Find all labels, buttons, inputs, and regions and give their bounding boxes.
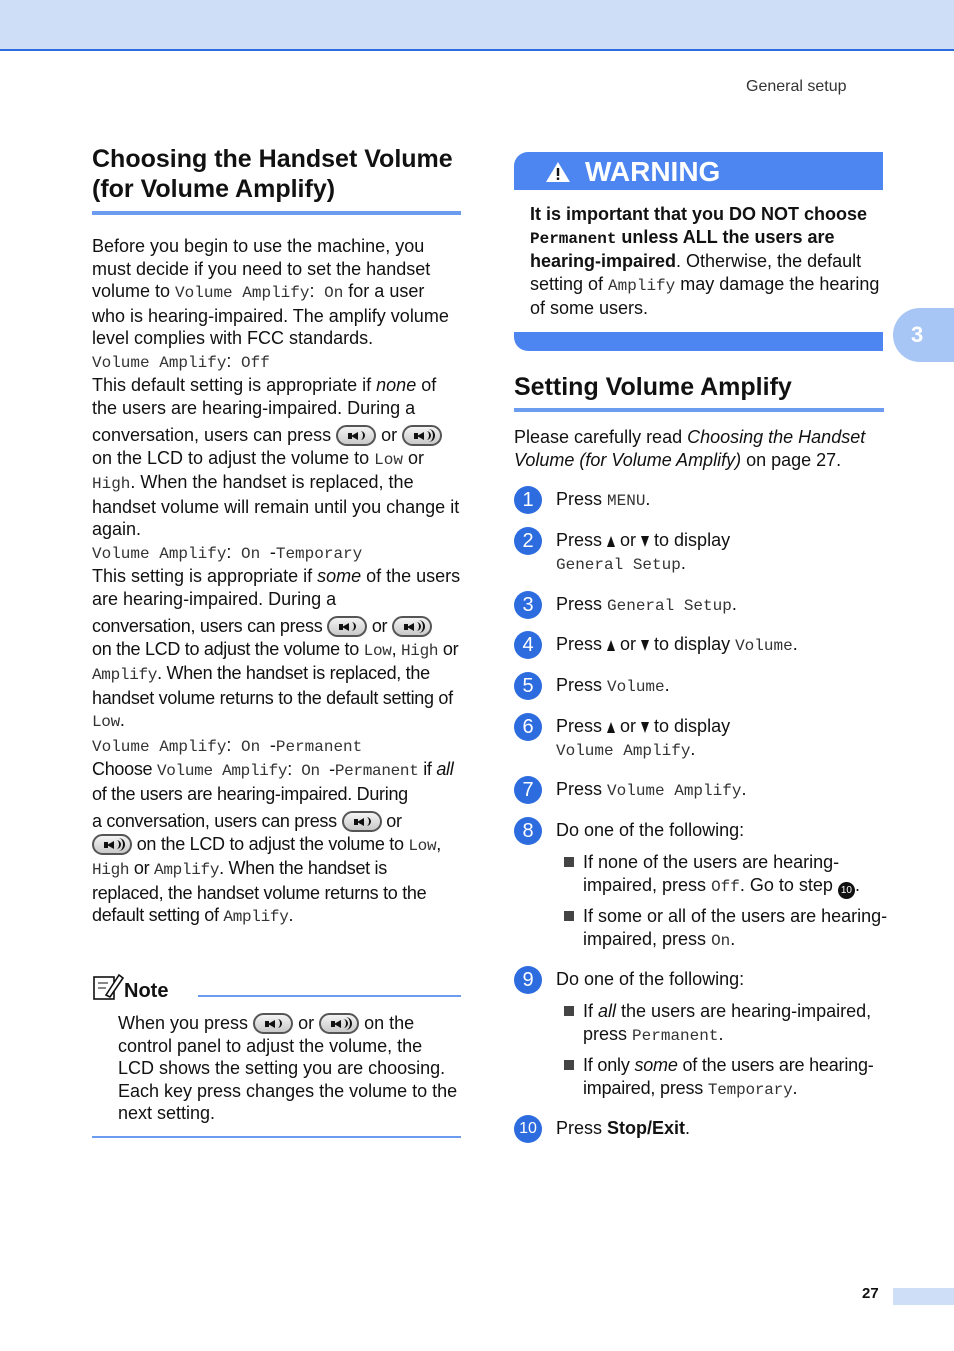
- step-8-option-some: If some or all of the users are hearing-impaired, press On.: [564, 905, 903, 952]
- step-text: Press Volume Amplify.: [556, 779, 747, 800]
- step-text: Press MENU.: [556, 489, 651, 510]
- step-number: 6: [514, 713, 542, 741]
- page-number-bar: [893, 1288, 954, 1305]
- volume-up-icon: [319, 1013, 359, 1034]
- warning-text: It is important that you DO NOT choose Permanent unless ALL the users are hearing-impaired. Otherwise, the default setting of Amplify may damage the hearing of some users.: [530, 204, 880, 318]
- step-number: 8: [514, 817, 542, 845]
- setting-temporary-volume-text: conversation, users can press or on the LCD to adjust the volume to Low, High or Amplify. When the handset is replaced, the handset volume returns to the default setting of Low.: [92, 616, 459, 731]
- volume-down-icon: [342, 811, 382, 832]
- left-column: [92, 144, 461, 929]
- volume-up-icon: [392, 616, 432, 637]
- volume-down-icon: [336, 425, 376, 446]
- section-title-choosing: Choosing the Handset Volume (for Volume Amplify): [92, 144, 461, 215]
- warning-title: WARNING: [585, 156, 721, 187]
- setting-off-heading: Volume Amplify: Off: [92, 350, 270, 372]
- chapter-tab: 3: [893, 308, 954, 362]
- step-8-option-none: If none of the users are hearing-impaired, press Off. Go to step 10 .: [564, 851, 903, 899]
- step-number: 1: [514, 486, 542, 514]
- note-heading: Note: [92, 973, 168, 1007]
- step-number: 4: [514, 631, 542, 659]
- step-number: 9: [514, 966, 542, 994]
- bullet-square-icon: [564, 857, 574, 867]
- volume-down-icon: [253, 1013, 293, 1034]
- page-number: 27: [862, 1285, 879, 1302]
- bullet-square-icon: [564, 1006, 574, 1016]
- note-divider: [198, 995, 461, 997]
- step-number: 3: [514, 591, 542, 619]
- note-bottom-rule: [92, 1136, 461, 1138]
- step-text: Press or to display Volume Amplify.: [556, 716, 731, 760]
- step-text: Press or to display General Setup.: [556, 530, 731, 574]
- step-text: Press or to display Volume.: [556, 634, 798, 655]
- setting-permanent-heading: Volume Amplify: On -Permanent: [92, 734, 363, 756]
- step-ref-badge: 10: [838, 882, 855, 899]
- setting-temporary-heading: Volume Amplify: On -Temporary: [92, 541, 363, 563]
- step-number: 7: [514, 776, 542, 804]
- setting-permanent-text: Choose Volume Amplify: On -Permanent if all of the users are hearing-impaired. During: [92, 759, 454, 804]
- steps-list: [514, 0, 888, 1351]
- step-text: Press Stop/Exit.: [556, 1118, 691, 1138]
- note-text: When you press or on the control panel to adjust the volume, the LCD shows the setting you are choosing. Each key press changes the volume to the next setting.: [118, 1013, 458, 1123]
- step-text: Do one of the following:: [556, 969, 745, 989]
- intro-paragraph: Before you begin to use the machine, you must decide if you need to set the handset volume to Volume Amplify: On for a user who is hearing-impaired. The amplify volume level complies with FCC standards.: [92, 236, 449, 348]
- step-9-option-some: If only some of the users are hearing-impaired, press Temporary.: [564, 1054, 903, 1101]
- step-text: Press Volume.: [556, 675, 670, 696]
- down-arrow-icon: [641, 722, 649, 733]
- step-number: 2: [514, 527, 542, 555]
- setting-off-volume-text: conversation, users can press or on the LCD to adjust the volume to Low or High. When the handset is replaced, the handset volume will remain until you change it again.: [92, 425, 460, 539]
- up-arrow-icon: [607, 536, 615, 547]
- step-9-option-all: If all the users are hearing-impaired, press Permanent.: [564, 1000, 903, 1047]
- step-text: Do one of the following:: [556, 820, 745, 840]
- section-title-setting: Setting Volume Amplify: [514, 372, 884, 412]
- down-arrow-icon: [641, 640, 649, 651]
- up-arrow-icon: [607, 722, 615, 733]
- step-number: 10: [514, 1115, 542, 1143]
- up-arrow-icon: [607, 640, 615, 651]
- setting-off-text: This default setting is appropriate if none of the users are hearing-impaired. During a: [92, 375, 437, 418]
- setting-intro: Please carefully read Choosing the Handset Volume (for Volume Amplify) on page 27.: [514, 427, 866, 470]
- volume-down-icon: [327, 616, 367, 637]
- running-header: General setup: [746, 78, 847, 95]
- bullet-square-icon: [564, 1060, 574, 1070]
- volume-up-icon: [92, 834, 132, 855]
- setting-temporary-text: This setting is appropriate if some of the users are hearing-impaired. During a: [92, 566, 461, 609]
- step-text: Press General Setup.: [556, 594, 737, 615]
- bullet-square-icon: [564, 911, 574, 921]
- setting-permanent-volume-text: a conversation, users can press or on the LCD to adjust the volume to Low, High or Amplify. When the handset is replaced, the handset volume returns to the default setting of Amplify.: [92, 811, 441, 926]
- down-arrow-icon: [641, 536, 649, 547]
- step-number: 5: [514, 672, 542, 700]
- note-pencil-icon: [92, 973, 124, 1007]
- volume-up-icon: [402, 425, 442, 446]
